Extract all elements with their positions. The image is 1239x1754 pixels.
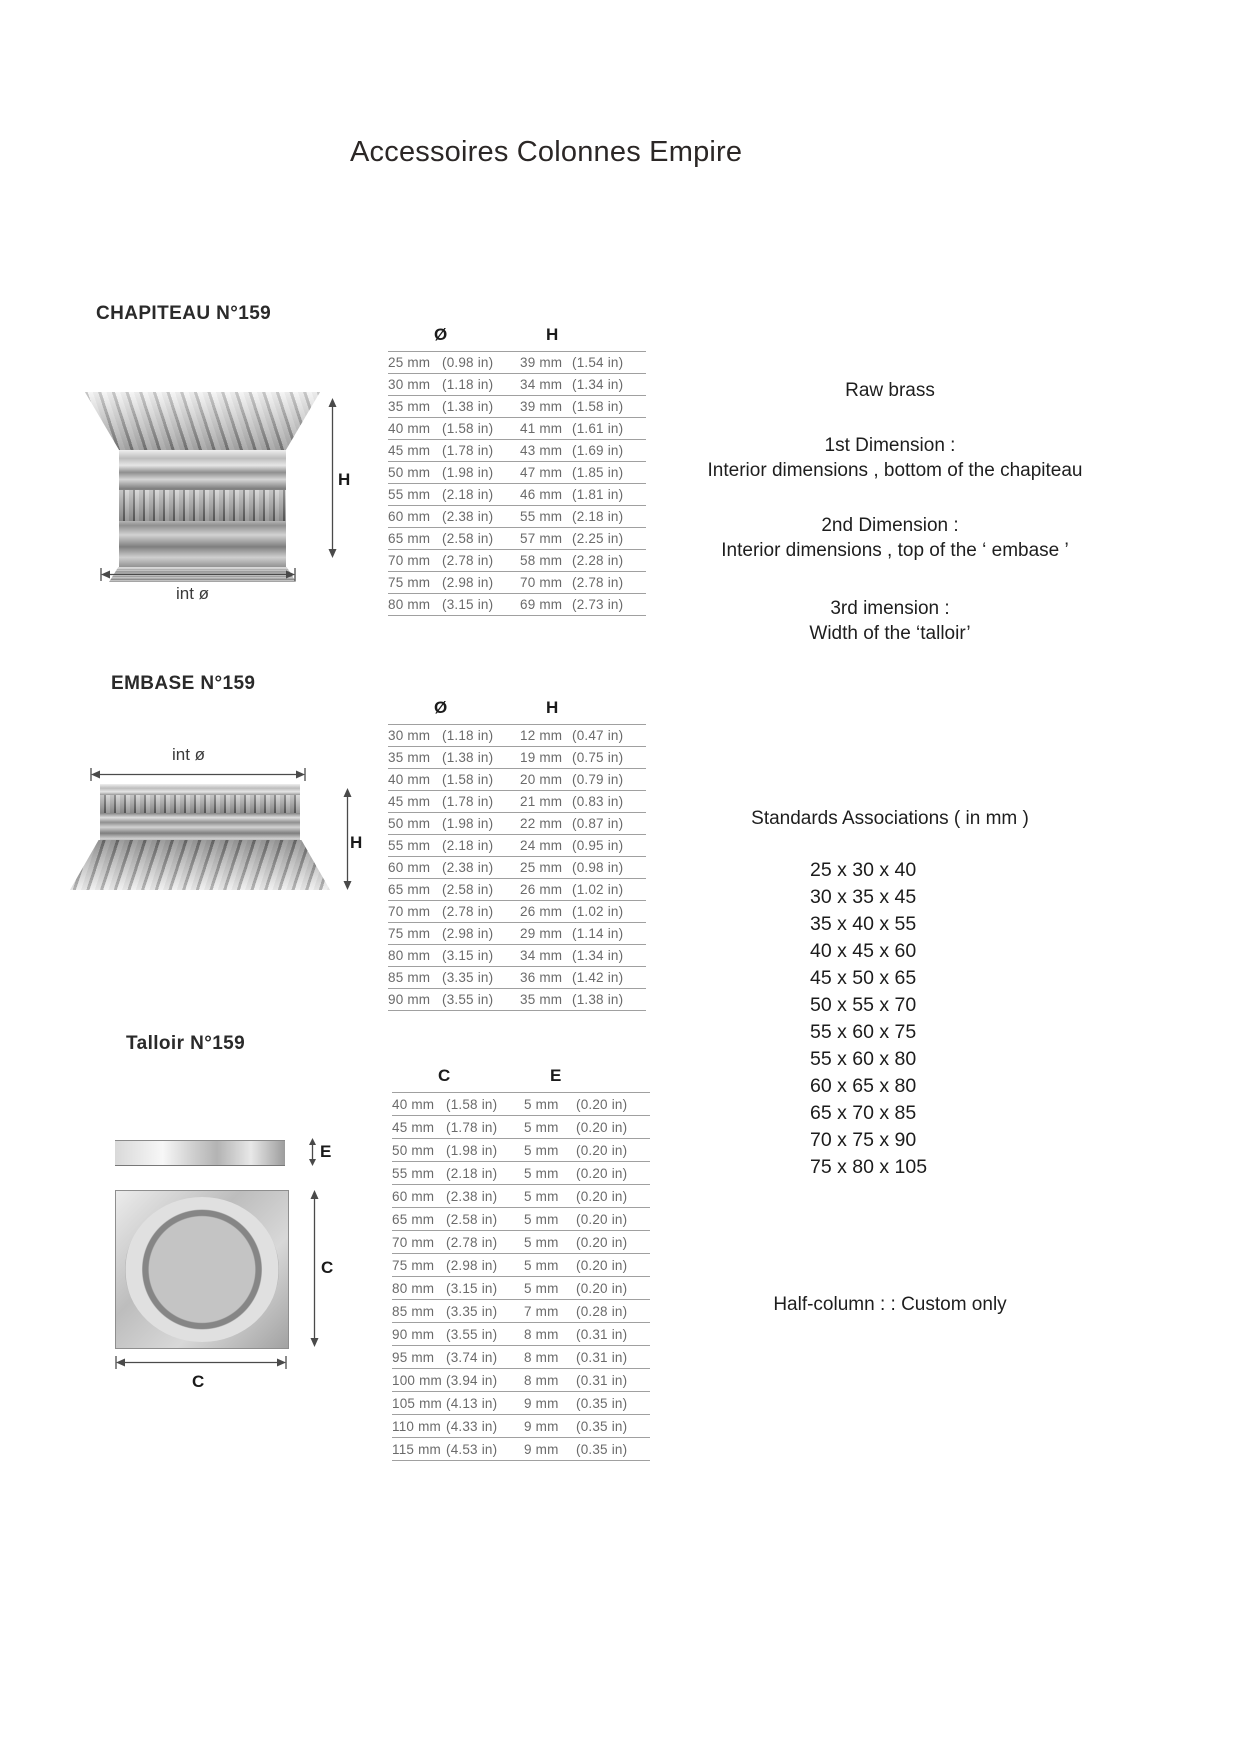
c-mm-value: 90 mm [392, 1326, 435, 1342]
diameter-in-value: (2.18 in) [442, 487, 494, 502]
height-mm-value: 34 mm [520, 377, 563, 392]
diameter-mm-value: 30 mm [388, 377, 431, 392]
c-in-value: (1.58 in) [446, 1096, 498, 1112]
height-in-value: (0.83 in) [572, 794, 624, 809]
c-mm-value: 50 mm [392, 1142, 435, 1158]
e-mm-value: 8 mm [524, 1326, 559, 1342]
e-mm-value: 9 mm [524, 1441, 559, 1457]
standards-list [810, 857, 927, 1181]
dimension1-title: 1st Dimension : [824, 435, 956, 456]
height-in-value: (1.02 in) [572, 882, 624, 897]
height-mm-value: 35 mm [520, 992, 563, 1007]
height-mm-value: 43 mm [520, 443, 563, 458]
diameter-in-value: (1.98 in) [442, 816, 494, 831]
table-row [388, 945, 646, 967]
e-mm-value: 7 mm [524, 1303, 559, 1319]
talloir-heading: Talloir N°159 [126, 1033, 246, 1054]
e-mm-value: 8 mm [524, 1349, 559, 1365]
e-in-value: (0.20 in) [576, 1165, 628, 1181]
chapiteau-heading: CHAPITEAU N°159 [96, 303, 272, 324]
standards-item: 55 x 60 x 75 [810, 1021, 917, 1043]
height-in-value: (0.87 in) [572, 816, 624, 831]
table-row [388, 352, 646, 374]
height-in-value: (1.34 in) [572, 948, 624, 963]
c-in-value: (3.55 in) [446, 1326, 498, 1342]
page-title: Accessoires Colonnes Empire [350, 136, 743, 168]
height-in-value: (1.58 in) [572, 399, 624, 414]
diameter-in-value: (1.78 in) [442, 443, 494, 458]
e-mm-value: 8 mm [524, 1372, 559, 1388]
diameter-mm-value: 50 mm [388, 816, 431, 831]
standards-item: 40 x 45 x 60 [810, 940, 917, 962]
table-row [392, 1093, 650, 1116]
height-in-value: (1.85 in) [572, 465, 624, 480]
dimension3-title: 3rd imension : [830, 598, 950, 619]
talloir-side-view [115, 1140, 285, 1166]
chapiteau-flare-top [85, 392, 320, 452]
talloir-table [392, 1066, 650, 1461]
diameter-mm-value: 40 mm [388, 772, 431, 787]
talloir-table-body [392, 1092, 650, 1461]
height-mm-value: 70 mm [520, 575, 563, 590]
table-row [392, 1346, 650, 1369]
c-in-value: (3.35 in) [446, 1303, 498, 1319]
height-mm-value: 22 mm [520, 816, 563, 831]
diameter-mm-value: 80 mm [388, 597, 431, 612]
diameter-mm-value: 60 mm [388, 509, 431, 524]
diameter-mm-value: 75 mm [388, 926, 431, 941]
diameter-mm-value: 60 mm [388, 860, 431, 875]
diameter-in-value: (1.98 in) [442, 465, 494, 480]
diameter-in-value: (3.35 in) [442, 970, 494, 985]
embase-height-label: H [350, 833, 363, 852]
e-mm-value: 5 mm [524, 1211, 559, 1227]
height-mm-value: 26 mm [520, 882, 563, 897]
c-mm-value: 115 mm [392, 1441, 441, 1457]
diameter-in-value: (2.38 in) [442, 860, 494, 875]
c-mm-value: 55 mm [392, 1165, 435, 1181]
c-mm-value: 110 mm [392, 1418, 441, 1434]
standards-title: Standards Associations ( in mm ) [751, 808, 1029, 829]
diameter-in-value: (2.18 in) [442, 838, 494, 853]
diameter-mm-value: 55 mm [388, 838, 431, 853]
talloir-width-arrow-horizontal [115, 1356, 287, 1369]
c-in-value: (2.58 in) [446, 1211, 498, 1227]
height-in-value: (0.79 in) [572, 772, 624, 787]
height-mm-value: 46 mm [520, 487, 563, 502]
height-mm-value: 21 mm [520, 794, 563, 809]
chapiteau-diameter-header: Ø [434, 325, 448, 344]
diameter-mm-value: 70 mm [388, 553, 431, 568]
height-in-value: (1.42 in) [572, 970, 624, 985]
table-row [392, 1208, 650, 1231]
e-mm-value: 5 mm [524, 1234, 559, 1250]
height-in-value: (2.73 in) [572, 597, 624, 612]
embase-diameter-header: Ø [434, 698, 448, 717]
diameter-in-value: (1.78 in) [442, 794, 494, 809]
c-in-value: (2.38 in) [446, 1188, 498, 1204]
table-row [392, 1300, 650, 1323]
c-mm-value: 60 mm [392, 1188, 435, 1204]
e-mm-value: 5 mm [524, 1188, 559, 1204]
e-in-value: (0.20 in) [576, 1211, 628, 1227]
e-mm-value: 5 mm [524, 1119, 559, 1135]
embase-table [388, 698, 646, 1011]
height-mm-value: 39 mm [520, 399, 563, 414]
standards-item: 65 x 70 x 85 [810, 1102, 917, 1124]
diameter-mm-value: 70 mm [388, 904, 431, 919]
standards-item: 30 x 35 x 45 [810, 886, 917, 908]
c-mm-value: 75 mm [392, 1257, 435, 1273]
chapiteau-table-header [388, 325, 646, 351]
height-in-value: (0.47 in) [572, 728, 624, 743]
table-row [388, 462, 646, 484]
chapiteau-int-diameter-arrow [100, 568, 296, 581]
height-mm-value: 55 mm [520, 509, 563, 524]
diameter-mm-value: 25 mm [388, 355, 431, 370]
chapiteau-table-body [388, 351, 646, 616]
diameter-mm-value: 75 mm [388, 575, 431, 590]
table-row [392, 1277, 650, 1300]
height-in-value: (0.75 in) [572, 750, 624, 765]
diameter-in-value: (2.98 in) [442, 575, 494, 590]
c-in-value: (3.74 in) [446, 1349, 498, 1365]
table-row [388, 791, 646, 813]
table-row [388, 747, 646, 769]
embase-height-header: H [546, 698, 559, 717]
embase-table-body [388, 724, 646, 1011]
table-row [388, 857, 646, 879]
standards-item: 50 x 55 x 70 [810, 994, 917, 1016]
e-mm-value: 9 mm [524, 1395, 559, 1411]
c-in-value: (4.13 in) [446, 1395, 498, 1411]
diameter-in-value: (3.15 in) [442, 948, 494, 963]
talloir-e-header: E [550, 1066, 562, 1085]
table-row [388, 725, 646, 747]
e-mm-value: 5 mm [524, 1096, 559, 1112]
c-in-value: (1.98 in) [446, 1142, 498, 1158]
talloir-thickness-arrow [306, 1138, 319, 1166]
c-mm-value: 85 mm [392, 1303, 435, 1319]
embase-int-diameter-arrow [90, 768, 306, 781]
c-mm-value: 100 mm [392, 1372, 442, 1388]
talloir-width-arrow-vertical [308, 1190, 321, 1347]
diameter-in-value: (1.18 in) [442, 377, 494, 392]
height-mm-value: 25 mm [520, 860, 563, 875]
e-mm-value: 5 mm [524, 1257, 559, 1273]
table-row [388, 528, 646, 550]
c-mm-value: 105 mm [392, 1395, 442, 1411]
diameter-mm-value: 35 mm [388, 750, 431, 765]
standards-item: 45 x 50 x 65 [810, 967, 917, 989]
height-mm-value: 29 mm [520, 926, 563, 941]
talloir-width-label-vertical: C [321, 1258, 334, 1277]
table-row [392, 1323, 650, 1346]
table-row [392, 1369, 650, 1392]
height-in-value: (1.02 in) [572, 904, 624, 919]
table-row [388, 506, 646, 528]
height-in-value: (2.78 in) [572, 575, 624, 590]
table-row [392, 1185, 650, 1208]
height-in-value: (2.25 in) [572, 531, 624, 546]
standards-item: 75 x 80 x 105 [810, 1156, 928, 1178]
diameter-in-value: (2.58 in) [442, 882, 494, 897]
table-row [392, 1392, 650, 1415]
height-mm-value: 34 mm [520, 948, 563, 963]
diameter-mm-value: 50 mm [388, 465, 431, 480]
diameter-mm-value: 85 mm [388, 970, 431, 985]
table-row [388, 418, 646, 440]
table-row [388, 572, 646, 594]
chapiteau-height-label: H [338, 470, 351, 489]
height-mm-value: 12 mm [520, 728, 563, 743]
e-in-value: (0.20 in) [576, 1257, 628, 1273]
table-row [388, 769, 646, 791]
height-in-value: (1.69 in) [572, 443, 624, 458]
height-mm-value: 39 mm [520, 355, 563, 370]
table-row [392, 1231, 650, 1254]
diameter-in-value: (1.38 in) [442, 399, 494, 414]
chapiteau-table [388, 325, 646, 616]
height-in-value: (2.18 in) [572, 509, 624, 524]
half-column-note: Half-column : : Custom only [773, 1294, 1007, 1315]
dimension3-body: Width of the ‘talloir’ [809, 623, 971, 644]
table-row [392, 1162, 650, 1185]
table-row [392, 1116, 650, 1139]
e-mm-value: 5 mm [524, 1280, 559, 1296]
e-in-value: (0.28 in) [576, 1303, 628, 1319]
diameter-in-value: (2.78 in) [442, 553, 494, 568]
table-row [388, 813, 646, 835]
e-in-value: (0.35 in) [576, 1395, 628, 1411]
standards-item: 60 x 65 x 80 [810, 1075, 917, 1097]
talloir-hole-ring [125, 1197, 279, 1342]
standards-item: 55 x 60 x 80 [810, 1048, 917, 1070]
diameter-in-value: (2.58 in) [442, 531, 494, 546]
diameter-mm-value: 35 mm [388, 399, 431, 414]
c-mm-value: 80 mm [392, 1280, 435, 1296]
e-in-value: (0.35 in) [576, 1441, 628, 1457]
diameter-in-value: (1.58 in) [442, 421, 494, 436]
table-row [392, 1139, 650, 1162]
c-in-value: (3.94 in) [446, 1372, 498, 1388]
table-row [388, 550, 646, 572]
talloir-width-label-horizontal: C [192, 1372, 205, 1391]
height-in-value: (1.38 in) [572, 992, 624, 1007]
height-in-value: (1.61 in) [572, 421, 624, 436]
table-row [392, 1415, 650, 1438]
e-in-value: (0.20 in) [576, 1142, 628, 1158]
height-in-value: (1.34 in) [572, 377, 624, 392]
height-in-value: (0.98 in) [572, 860, 624, 875]
c-mm-value: 70 mm [392, 1234, 435, 1250]
diameter-mm-value: 55 mm [388, 487, 431, 502]
embase-table-header [388, 698, 646, 724]
c-in-value: (2.18 in) [446, 1165, 498, 1181]
e-mm-value: 9 mm [524, 1418, 559, 1434]
embase-image [70, 784, 330, 890]
diameter-mm-value: 45 mm [388, 443, 431, 458]
e-in-value: (0.20 in) [576, 1188, 628, 1204]
table-row [388, 967, 646, 989]
talloir-table-header [392, 1066, 650, 1092]
dimension2-body: Interior dimensions , top of the ‘ embase ’ [721, 540, 1069, 561]
table-row [388, 901, 646, 923]
diameter-in-value: (1.38 in) [442, 750, 494, 765]
standards-item: 35 x 40 x 55 [810, 913, 917, 935]
table-row [388, 396, 646, 418]
chapiteau-image [85, 392, 320, 582]
table-row [392, 1438, 650, 1461]
standards-item: 70 x 75 x 90 [810, 1129, 917, 1151]
diameter-in-value: (2.38 in) [442, 509, 494, 524]
height-mm-value: 24 mm [520, 838, 563, 853]
height-in-value: (0.95 in) [572, 838, 624, 853]
height-in-value: (2.28 in) [572, 553, 624, 568]
c-in-value: (4.33 in) [446, 1418, 498, 1434]
c-in-value: (1.78 in) [446, 1119, 498, 1135]
table-row [388, 440, 646, 462]
height-in-value: (1.14 in) [572, 926, 624, 941]
table-row [388, 484, 646, 506]
chapiteau-int-diameter-label: int ø [176, 584, 210, 603]
e-in-value: (0.20 in) [576, 1096, 628, 1112]
e-in-value: (0.31 in) [576, 1372, 628, 1388]
e-in-value: (0.31 in) [576, 1349, 628, 1365]
c-in-value: (2.78 in) [446, 1234, 498, 1250]
diameter-in-value: (3.15 in) [442, 597, 494, 612]
diameter-mm-value: 65 mm [388, 531, 431, 546]
table-row [388, 923, 646, 945]
diameter-in-value: (1.18 in) [442, 728, 494, 743]
height-in-value: (1.81 in) [572, 487, 624, 502]
material-note: Raw brass [845, 380, 935, 401]
height-mm-value: 58 mm [520, 553, 563, 568]
diameter-mm-value: 80 mm [388, 948, 431, 963]
diameter-in-value: (3.55 in) [442, 992, 494, 1007]
c-mm-value: 40 mm [392, 1096, 435, 1112]
e-in-value: (0.35 in) [576, 1418, 628, 1434]
table-row [392, 1254, 650, 1277]
e-mm-value: 5 mm [524, 1165, 559, 1181]
height-mm-value: 19 mm [520, 750, 563, 765]
height-mm-value: 20 mm [520, 772, 563, 787]
height-mm-value: 57 mm [520, 531, 563, 546]
dimension2-title: 2nd Dimension : [821, 515, 959, 536]
diameter-mm-value: 45 mm [388, 794, 431, 809]
e-in-value: (0.20 in) [576, 1234, 628, 1250]
c-mm-value: 65 mm [392, 1211, 435, 1227]
embase-ornament-band [100, 795, 300, 813]
diameter-in-value: (0.98 in) [442, 355, 494, 370]
diameter-in-value: (1.58 in) [442, 772, 494, 787]
embase-int-diameter-label: int ø [172, 745, 206, 764]
chapiteau-height-header: H [546, 325, 559, 344]
diameter-mm-value: 90 mm [388, 992, 431, 1007]
embase-body [100, 784, 300, 844]
talloir-c-header: C [438, 1066, 451, 1085]
talloir-thickness-label: E [320, 1142, 332, 1161]
height-mm-value: 47 mm [520, 465, 563, 480]
c-mm-value: 95 mm [392, 1349, 435, 1365]
diameter-mm-value: 65 mm [388, 882, 431, 897]
table-row [388, 989, 646, 1011]
c-in-value: (2.98 in) [446, 1257, 498, 1273]
e-in-value: (0.31 in) [576, 1326, 628, 1342]
height-mm-value: 69 mm [520, 597, 563, 612]
table-row [388, 374, 646, 396]
chapiteau-ornament-band [119, 490, 286, 521]
e-in-value: (0.20 in) [576, 1280, 628, 1296]
c-in-value: (3.15 in) [446, 1280, 498, 1296]
height-mm-value: 41 mm [520, 421, 563, 436]
diameter-in-value: (2.78 in) [442, 904, 494, 919]
diameter-in-value: (2.98 in) [442, 926, 494, 941]
table-row [388, 594, 646, 616]
chapiteau-body [119, 450, 286, 568]
embase-heading: EMBASE N°159 [111, 673, 256, 694]
embase-flare-bottom [70, 840, 330, 890]
c-mm-value: 45 mm [392, 1119, 435, 1135]
diameter-mm-value: 40 mm [388, 421, 431, 436]
table-row [388, 879, 646, 901]
height-mm-value: 26 mm [520, 904, 563, 919]
dimension1-body: Interior dimensions , bottom of the chapiteau [707, 460, 1083, 481]
e-in-value: (0.20 in) [576, 1119, 628, 1135]
table-row [388, 835, 646, 857]
e-mm-value: 5 mm [524, 1142, 559, 1158]
standards-item: 25 x 30 x 40 [810, 859, 917, 881]
height-in-value: (1.54 in) [572, 355, 624, 370]
diameter-mm-value: 30 mm [388, 728, 431, 743]
talloir-front-view [115, 1190, 289, 1349]
height-mm-value: 36 mm [520, 970, 563, 985]
c-in-value: (4.53 in) [446, 1441, 498, 1457]
